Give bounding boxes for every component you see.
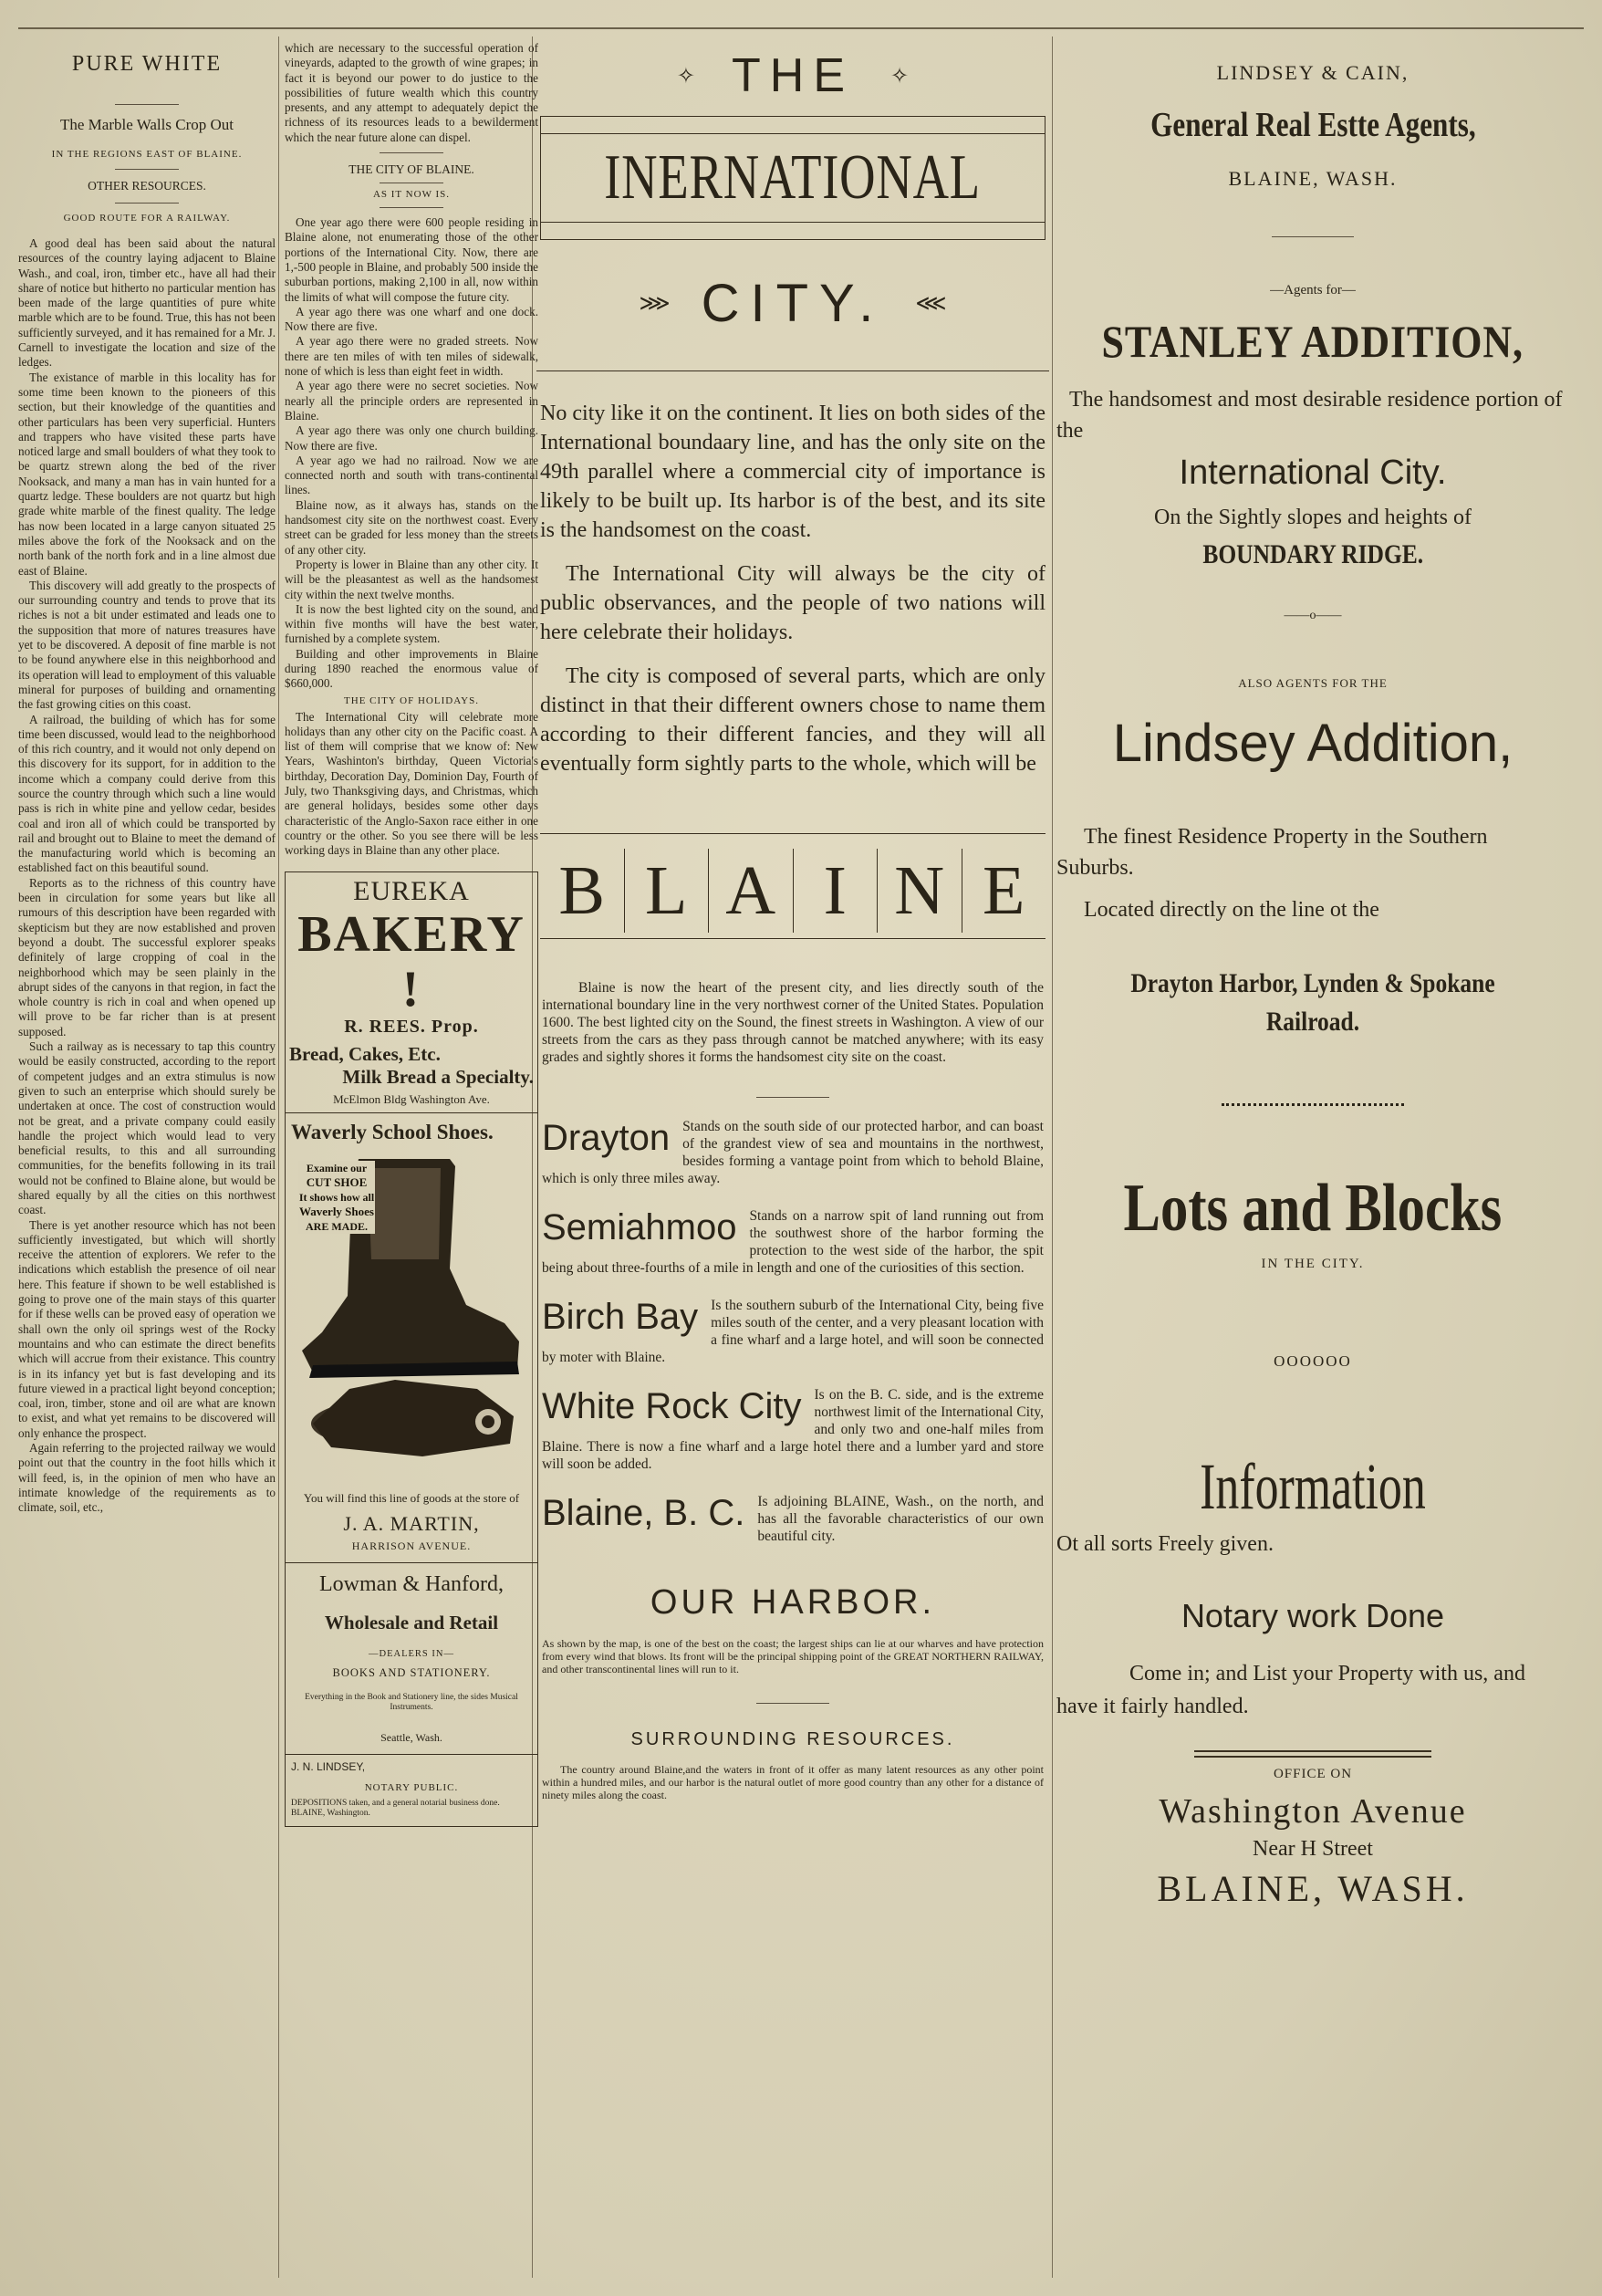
- paragraph: Such a railway as is necessary to tap this country would be easily constructed, according to the report of competent judges and an extra stimulus is now given to such an enterprise which should surely be undertaken at once. The cost of construction would not be great, and a private company could easily handle the project which would lead to very beneficial results, to this and all surrounding communities, for the benefits following in its trail would not be confined to Blaine alone, but would be shared equally by all the cities on this northwest coast.: [18, 1039, 276, 1217]
- town-name: Drayton: [542, 1118, 671, 1158]
- boot-caption-line: It shows how all: [298, 1190, 375, 1204]
- ad-line: The finest Residence Property in the Southern Suburbs.: [1056, 825, 1488, 880]
- firm-title: General Real Estte Agents,: [1149, 106, 1476, 144]
- masthead-city: [536, 273, 1049, 334]
- blaine-text: [536, 979, 1049, 1066]
- section-heading: OUR HARBOR.: [650, 1583, 936, 1622]
- ad-title: NOTARY PUBLIC.: [364, 1781, 459, 1793]
- article-body: [285, 215, 538, 692]
- ad-line: BLAINE, WASH.: [1157, 1868, 1469, 1909]
- ad-address: HARRISON AVENUE.: [351, 1539, 472, 1552]
- stanley-heading: STANLEY ADDITION,: [1101, 316, 1524, 367]
- article-subhead: The Marble Walls Crop Out: [59, 116, 234, 133]
- ad-line: ALSO AGENTS FOR THE: [1238, 676, 1388, 690]
- lots-heading: Lots and Blocks: [1123, 1171, 1503, 1246]
- harbor-text: [536, 1637, 1049, 1675]
- ad-line: On the Sightly slopes and heights of: [1154, 506, 1472, 529]
- column-1: [18, 41, 276, 1516]
- resources-text: [536, 1763, 1049, 1801]
- paragraph: A railroad, the building of which has for some time been discussed, would lead to the neighborhood of this rich country, and it would not only depend on this discovery for its support, for in addition to the income which a company could derive from this source the country through which such a line would pass is rich in white pine and yellow cedar, besides coal and iron all of which could be transported by rail and brought out to Blaine to meet the demand of the manufacturing world which is becoming an established fact on this beautiful sound.: [18, 712, 276, 875]
- town-name: Blaine, B. C.: [542, 1493, 745, 1533]
- lindsey-heading: Lindsey Addition,: [1112, 714, 1514, 773]
- ad-line: You will find this line of goods at the store of: [303, 1490, 520, 1505]
- blaine-letter: L: [625, 849, 710, 933]
- paragraph: Reports as to the richness of this country have been in circulation for some years but like all rumours of this description have been regarded with skepticism but they are now established and proven beyond a doubt. The successful explorer speaks definitely of large cropping of coal in the neighborhood which may be seen plainly in the abrupt sides of the canyons in that region, in fact the whole country is rich in coal and when opened up will prove to be far richer than is at present supposed.: [18, 875, 276, 1038]
- ad-line: The handsomest and most desirable residence portion of the: [1056, 388, 1563, 443]
- boot-caption-line: ARE MADE.: [306, 1219, 368, 1233]
- intro-text: [536, 399, 1049, 778]
- town-description: Stands on a narrow spit of land running out from the southwest shore of the harbor forming the protection to the west side of the harbor, the spit being about three-fourths of a mile in length and one of the curiosities of this section.: [542, 1208, 1044, 1276]
- blaine-letter: I: [794, 849, 879, 933]
- masthead-the: [536, 48, 1049, 103]
- column-2: [285, 41, 538, 1827]
- towns-list: [536, 1118, 1049, 1545]
- paragraph: Blaine is now the heart of the present city, and lies directly south of the international boundary line in the very northwest corner of the United States. Population 1600. The best lighted city on the Sound, the finest streets in Washington. A view of our streets from the cars as they pass through cannot be matched anywhere; with its easy grades and sightly shores it forms the handsomest city site on the coast.: [542, 980, 1044, 1065]
- column-rule: [1052, 37, 1053, 2278]
- ad-line: Located directly on the line ot the: [1084, 898, 1379, 922]
- ad-line: Wholesale and Retail: [324, 1611, 499, 1633]
- waverly-shoes-ad: [285, 1113, 538, 1563]
- town-description: Is on the B. C. side, and is the extreme northwest limit of the International City, and only two and one-half miles from Blaine. There is now a fine wharf and a large hotel there and a lumber yard and store will soon be added.: [542, 1387, 1044, 1472]
- article-subhead: IN THE REGIONS EAST OF BLAINE.: [51, 149, 243, 160]
- blaine-letter: A: [709, 849, 794, 933]
- ad-line: Milk Bread a Specialty.: [342, 1065, 534, 1088]
- paragraph: There is yet another resource which has not been sufficiently investigated, but which will shortly receive the attention of explorers. We refer to the indications which establish the presence of oil near here. This feature if shown to be well established is going to prove one of the main stays of this quarter for if these wells can be proved easy of operation we shall own the only oil springs west of the Rocky mountains and who can estimate the direct benefits which will accrue from their existance. This country is in its infancy yet but is fast developing and its future viewed in a practical light beyond conception; coal, iron, timber, stone and oil are what are known to exist, and what yet remains to be discovered will only enhance the prospect.: [18, 1217, 276, 1440]
- ornament-icon: ✧: [676, 64, 695, 89]
- ad-line: BOOKS AND STATIONERY.: [332, 1665, 491, 1679]
- ad-line: BOUNDARY RIDGE.: [1202, 539, 1423, 569]
- section-heading: THE CITY OF HOLIDAYS.: [344, 694, 479, 706]
- column-3: [536, 41, 1049, 1801]
- paragraph: As shown by the map, is one of the best on the coast; the largest ships can lie at our wharves and have protection from every wind that blows. Its front will be the principal shipping point of the GREAT NORTHERN RAILWAY, and other transcontinental lines will run to it.: [542, 1637, 1044, 1675]
- ad-line: OOOOOO: [1274, 1352, 1352, 1370]
- article-subhead: GOOD ROUTE FOR A RAILWAY.: [63, 213, 231, 224]
- town-name: White Rock City: [542, 1386, 802, 1426]
- ad-headline: BAKERY !: [297, 905, 525, 1018]
- paragraph: A year ago there was one wharf and one dock. Now there are five.: [285, 304, 538, 334]
- paragraph: The country around Blaine,and the waters in front of it offer as many latent resources as any other point within a hundred miles, and our harbor is the natural outlet of more good country than any other for a distance of ninety miles along the coast.: [542, 1763, 1044, 1801]
- divider: [1272, 236, 1354, 237]
- divider-text: ——o——: [1284, 609, 1342, 622]
- town-description: Is adjoining BLAINE, Wash., on the north, and has all the favorable characteristics of our own beautiful city.: [757, 1494, 1044, 1544]
- info-heading: Information: [1200, 1450, 1426, 1523]
- ad-line: IN THE CITY.: [1261, 1257, 1365, 1271]
- ad-address: McElmon Bldg Washington Ave.: [333, 1091, 490, 1106]
- paragraph: It is now the best lighted city on the sound, and within five months will have the best water, furnished by a complete system.: [285, 601, 538, 646]
- divider: [536, 370, 1049, 371]
- ad-line: Come in; and List your Property with us, and have it fairly handled.: [1056, 1662, 1525, 1718]
- article-body: [285, 41, 538, 145]
- divider: [1194, 1756, 1431, 1758]
- section-subheading: AS IT NOW IS.: [372, 189, 451, 201]
- blaine-letter: B: [540, 849, 625, 933]
- boot-caption: [298, 1161, 375, 1234]
- ad-line: Ot all sorts Freely given.: [1056, 1532, 1274, 1556]
- agents-line: —Agents for—: [1270, 283, 1356, 297]
- paragraph: Blaine now, as it always has, stands on the handsomest city site on the northwest coast. Every street can be graded for less money than the streets of any other city.: [285, 497, 538, 557]
- boot-caption-line: Waverly Shoes: [299, 1204, 374, 1218]
- masthead-inner: [541, 133, 1045, 223]
- boot-illustration-icon: [291, 1150, 532, 1487]
- town-entry: [542, 1297, 1044, 1366]
- article-subhead: OTHER RESOURCES.: [88, 179, 206, 193]
- divider: [540, 833, 1045, 834]
- ad-line: OFFICE ON: [1273, 1767, 1353, 1781]
- ad-line: Near H Street: [1253, 1837, 1373, 1861]
- boot-caption-line: CUT SHOE: [306, 1174, 368, 1189]
- paragraph: A year ago there were no secret societies. Now nearly all the principle orders are represented in Blaine.: [285, 379, 538, 423]
- divider: [756, 1703, 829, 1704]
- paragraph: No city like it on the continent. It lies on both sides of the International boundaary line, and has the only site on the 49th parallel where a commercial city of importance is likely to be built up. Its harbor is of the best, and its site is the handsomest on the coast.: [540, 402, 1045, 542]
- blaine-letter: E: [983, 852, 1025, 929]
- divider: [380, 152, 443, 153]
- paragraph: Again referring to the projected railway we would point out that the country in the foot hills which it will feed, is, in the opinion of men who have an intimate knowledge of the requirements as to climate, soil, etc.,: [18, 1441, 276, 1515]
- paragraph: The existance of marble in this locality has for some time been known to the pioneers of this section, but their knowledge of the quantities and other particulars has been very superficial. Hunters and trappers who have visited these parts have noticed large and small boulders of what they took to be quartz strewn along the bed of the river Nooksack, and many a man has in vain hunted for a quartz ledge. These boulders are not quartz but high grade white marble of the finest quality. The ledge has now been located in a large canyon situated 25 miles above the fork of the Nooksack and on the north bank of the north fork and in a line almost due east of Blaine.: [18, 370, 276, 578]
- town-entry: [542, 1386, 1044, 1473]
- blaine-letter: N: [878, 849, 962, 933]
- railroad-name: Drayton Harbor, Lynden & Spokane Railroad.: [1130, 968, 1495, 1037]
- paragraph: The International City will always be the city of public observances, and the people of two nations will here celebrate their holidays.: [540, 562, 1045, 644]
- paragraph: Building and other improvements in Blaine during 1890 reached the enormous value of $660,000.: [285, 646, 538, 691]
- divider: [115, 104, 179, 105]
- masthead-word: CITY.: [701, 274, 885, 333]
- ad-name: J. N. LINDSEY,: [291, 1759, 366, 1773]
- eureka-bakery-ad: [285, 871, 538, 1113]
- ad-line: International City.: [1179, 454, 1447, 492]
- paragraph: A year ago we had no railroad. Now we are connected north and south with trans-continental lines.: [285, 453, 538, 497]
- ornament-icon: ⋙: [639, 292, 671, 316]
- article-title: PURE WHITE: [71, 52, 223, 76]
- town-description: Is the southern suburb of the International City, being five miles south of the center, and a very pleasant location with a fine wharf and a large hotel, and will soon be connected by moter with Blaine.: [542, 1298, 1044, 1365]
- notary-ad: [285, 1755, 538, 1827]
- column-4: [1056, 41, 1569, 1910]
- masthead-word: THE: [732, 49, 854, 102]
- divider: [756, 1097, 829, 1098]
- divider: [1194, 1750, 1431, 1752]
- ad-line: Washington Avenue: [1159, 1792, 1467, 1831]
- masthead-box: [540, 116, 1045, 240]
- ad-proprietor: R. REES. Prop.: [344, 1016, 479, 1037]
- section-heading: SURROUNDING RESOURCES.: [630, 1729, 955, 1749]
- ad-heading: Waverly School Shoes.: [291, 1120, 494, 1143]
- ad-line: DEPOSITIONS taken, and a general notarial business done. BLAINE, Washington.: [291, 1798, 500, 1818]
- ad-name: J. A. MARTIN,: [343, 1511, 480, 1535]
- divider: [1222, 1103, 1404, 1106]
- paragraph: A year ago there were no graded streets. Now there are ten miles of with ten miles of sidewalk, none of which is less than eight feet in width.: [285, 334, 538, 379]
- divider: [115, 169, 179, 170]
- lowman-hanford-ad: [285, 1563, 538, 1755]
- firm-name: LINDSEY & CAIN,: [1216, 61, 1410, 84]
- town-entry: [542, 1118, 1044, 1187]
- article-body: [18, 236, 276, 1516]
- ad-line: Everything in the Book and Stationery line, the sides Musical Instruments.: [305, 1692, 518, 1712]
- paragraph: The city is composed of several parts, which are only distinct in that their different owners chose to name them according to their different fancies, and they will all eventually form sightly parts to the whole, which will be: [540, 664, 1045, 776]
- masthead-title: INERNATIONAL: [604, 142, 982, 213]
- boot-caption-line: Examine our: [306, 1161, 368, 1174]
- article-body: [285, 710, 538, 859]
- ornament-icon: ⋘: [915, 292, 947, 316]
- divider: [115, 203, 179, 204]
- ad-heading: Lowman & Hanford,: [319, 1571, 504, 1596]
- top-rule: [18, 27, 1584, 29]
- paragraph: Property is lower in Blaine than any other city. It will be the pleasantest as well as the handsomest city within the next twelve months.: [285, 557, 538, 601]
- town-name: Birch Bay: [542, 1297, 699, 1337]
- notary-heading: Notary work Done: [1181, 1597, 1445, 1634]
- town-description: Stands on the south side of our protected harbor, and can boast of the grandest view of sea and mountains in the northwest, besides forming a vantage point from which to behold Blaine, which is only three miles away.: [542, 1119, 1044, 1186]
- paragraph: One year ago there were 600 people residing in Blaine alone, not enumerating those of the other portions of the International City. Now, there are 1,-500 people in Blaine, and probably 500 inside the suburban portions, making 2,100 in all, now within the limits of what will compose the future city.: [285, 215, 538, 304]
- town-entry: [542, 1207, 1044, 1277]
- blaine-banner: [540, 849, 1045, 939]
- ad-line: —DEALERS IN—: [369, 1648, 454, 1659]
- town-entry: [542, 1493, 1044, 1545]
- divider: [380, 207, 443, 208]
- paragraph: A year ago there was only one church building. Now there are five.: [285, 423, 538, 453]
- paragraph: A good deal has been said about the natural resources of the country laying adjacent to Blaine Wash., and coal, iron, timber etc., have all had their share of notice but hitherto no particular mention has been made of the large quantities of pure white marble which are to be found. True, this has not been sufficiently surveyed, and it has remained for a Mr. J. Carnell to investigate the location and size of the ledges.: [18, 236, 276, 370]
- ad-address: Seattle, Wash.: [380, 1730, 442, 1744]
- paragraph: The International City will celebrate more holidays than any other city on the Pacific coast. A list of them will comprise that we know of: New Years, Washinton's birthday, Queen Victoria's birthday, Decoration Day, Dominion Day, Fourth of July, two Thanksgiving days, and Christmas, which are general holidays, besides some other days characteristic of the Anglo-Saxon race either in one country or the other. So you see there will be less working days in Blaine than any other place.: [285, 709, 538, 858]
- firm-location: BLAINE, WASH.: [1228, 167, 1398, 190]
- column-rule: [278, 37, 279, 2278]
- town-name: Semiahmoo: [542, 1207, 737, 1247]
- paragraph: This discovery will add greatly to the prospects of our surrounding country and tends to prove that its riches is not a bit under estimated and leads one to the supposition that more of natures treasures have yet to be discovered. A deposit of fine marble is not to be found anywhere else in this neighborhood and its operation will lead to employment of this valuable mineral for purposes of building and ornamenting the fast growing cities on this coast.: [18, 578, 276, 712]
- ad-heading: EUREKA: [353, 875, 470, 906]
- ornament-icon: ✧: [890, 64, 910, 89]
- paragraph: which are necessary to the successful operation of vineyards, adapted to the growth of wine grapes; in fact it is beyond our power to do justice to the possibilities of future wealth which this country presents, and any attempt to adequately depict the richness of its resources leads to a bewilderment which the near future alone can dispel.: [285, 41, 538, 144]
- section-heading: THE CITY OF BLAINE.: [348, 162, 474, 177]
- ad-line: Bread, Cakes, Etc.: [289, 1042, 441, 1065]
